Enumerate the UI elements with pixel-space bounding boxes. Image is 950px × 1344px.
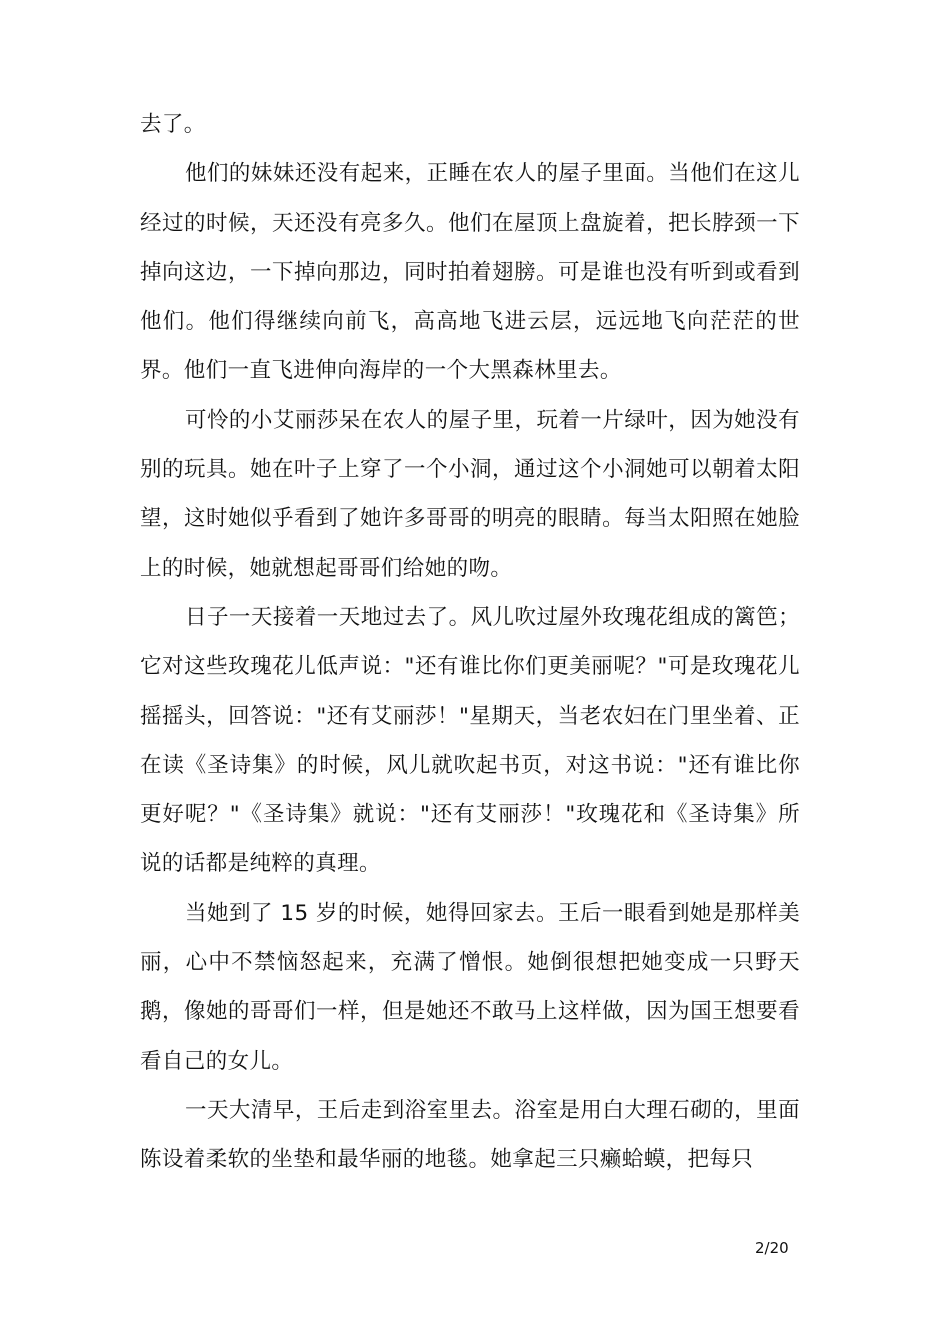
paragraph: 日子一天接着一天地过去了。风儿吹过屋外玫瑰花组成的篱笆；它对这些玫瑰花儿低声说："还有谁比你们更美丽呢？"可是玫瑰花儿摇摇头，回答说："还有艾丽莎！"星期天，当老农妇在门里坐着、正在读《圣诗集》的时候，风儿就吹起书页，对这书说："还有谁比你更好呢？"《圣诗集》就说："还有艾丽莎！"玫瑰花和《圣诗集》所说的话都是纯粹的真理。 [140,604,800,877]
body-text [140,100,800,1185]
paragraph: 当她到了 15 岁的时候，她得回家去。王后一眼看到她是那样美丽，心中不禁恼怒起来，充满了憎恨。她倒很想把她变成一只野天鹅，像她的哥哥们一样，但是她还不敢马上这样做，因为国王想要看看自己的女儿。 [140,900,800,1074]
paragraph: 可怜的小艾丽莎呆在农人的屋子里，玩着一片绿叶，因为她没有别的玩具。她在叶子上穿了一个小洞，通过这个小洞她可以朝着太阳望，这时她似乎看到了她许多哥哥的明亮的眼睛。每当太阳照在她脸上的时候，她就想起哥哥们给她的吻。 [140,407,800,581]
page-number: 2/20 [755,1239,789,1257]
paragraph: 一天大清早，王后走到浴室里去。浴室是用白大理石砌的，里面陈设着柔软的坐垫和最华丽的地毯。她拿起三只癞蛤蟆，把每只 [140,1097,800,1173]
paragraph: 他们的妹妹还没有起来，正睡在农人的屋子里面。当他们在这儿经过的时候，天还没有亮多久。他们在屋顶上盘旋着，把长脖颈一下掉向这边，一下掉向那边，同时拍着翅膀。可是谁也没有听到或看到他们。他们得继续向前飞，高高地飞进云层，远远地飞向茫茫的世界。他们一直飞进伸向海岸的一个大黑森林里去。 [140,161,800,384]
paragraph-continuation: 去了。 [140,112,206,137]
